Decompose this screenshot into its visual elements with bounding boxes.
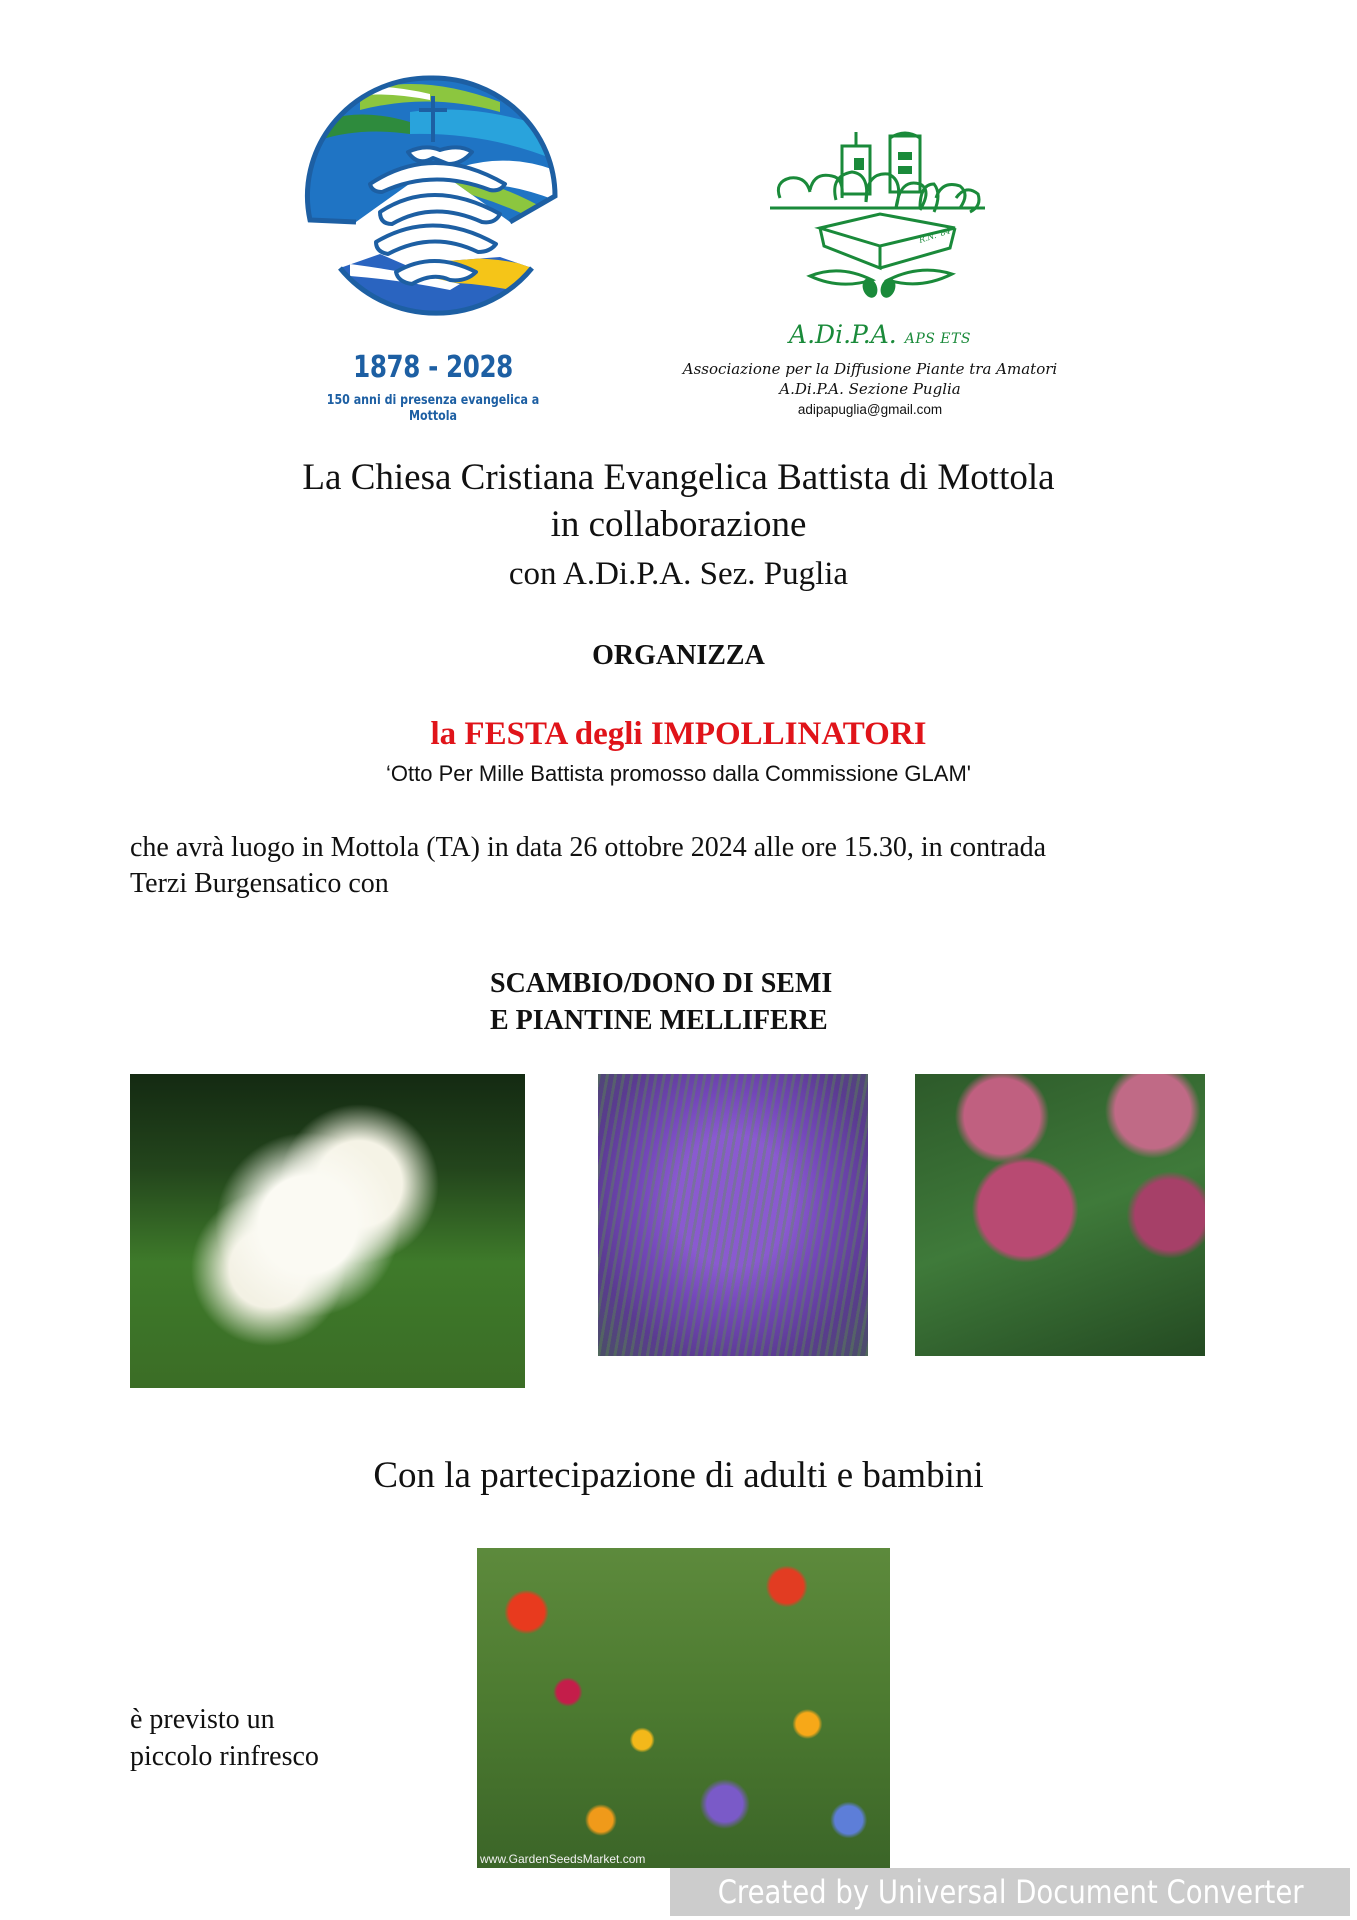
organizer-title-line-1: La Chiesa Cristiana Evangelica Battista di Mottola [302, 457, 1055, 498]
organizer-title-line-3: con A.Di.P.A. Sez. Puglia [508, 556, 849, 592]
sponsor-line: ‘Otto Per Mille Battista promosso dalla Commissione GLAM' [386, 761, 971, 786]
photo-credit: www.GardenSeedsMarket.com [480, 1852, 646, 1866]
adipa-name-suffix: APS ETS [904, 331, 971, 347]
svg-text:R.N. '84: R.N. '84 [917, 226, 952, 245]
organizer-title-line-2: in collaborazione [550, 504, 807, 545]
lavender-photo [598, 1074, 868, 1356]
activity-line-1: SCAMBIO/DONO DI SEMI [490, 968, 833, 999]
event-info-line-2: Terzi Burgensatico con [130, 868, 389, 899]
refreshment-line-1: è previsto un [130, 1704, 275, 1735]
adipa-logo [770, 128, 985, 318]
event-name: la FESTA degli IMPOLLINATORI [430, 716, 927, 752]
adipa-name-main: A.Di.P.A. [789, 320, 897, 349]
adipa-section-name: A.Di.P.A. Sezione Puglia [779, 380, 961, 398]
refreshment-line-2: piccolo rinfresco [130, 1741, 319, 1772]
wildflower-meadow-photo [477, 1548, 890, 1868]
converter-watermark [670, 1868, 1350, 1916]
church-anniversary-years: 1878 - 2028 [353, 350, 513, 385]
sedum-photo [915, 1074, 1205, 1356]
adipa-email: adipapuglia@gmail.com [797, 402, 943, 417]
organizza-heading: ORGANIZZA [592, 640, 765, 671]
adipa-name [760, 320, 1000, 349]
participation-line: Con la partecipazione di adulti e bambini [373, 1455, 984, 1496]
activity-line-2: E PIANTINE MELLIFERE [490, 1005, 828, 1036]
watermark-text: Created by Universal Document Converter [717, 1873, 1304, 1911]
church-anniversary-subtitle: 150 anni di presenza evangelica a Mottola [326, 392, 540, 424]
event-info-line-1: che avrà luogo in Mottola (TA) in data 26 ottobre 2024 alle ore 15.30, in contrada [130, 832, 1047, 863]
praying-hands-cross-globe-icon [300, 72, 566, 322]
adipa-association-name: Associazione per la Diffusione Piante tra Amatori [682, 360, 1058, 378]
towers-trees-planter-icon [770, 128, 985, 318]
yarrow-photo [130, 1074, 525, 1388]
church-anniversary-logo [300, 72, 566, 322]
